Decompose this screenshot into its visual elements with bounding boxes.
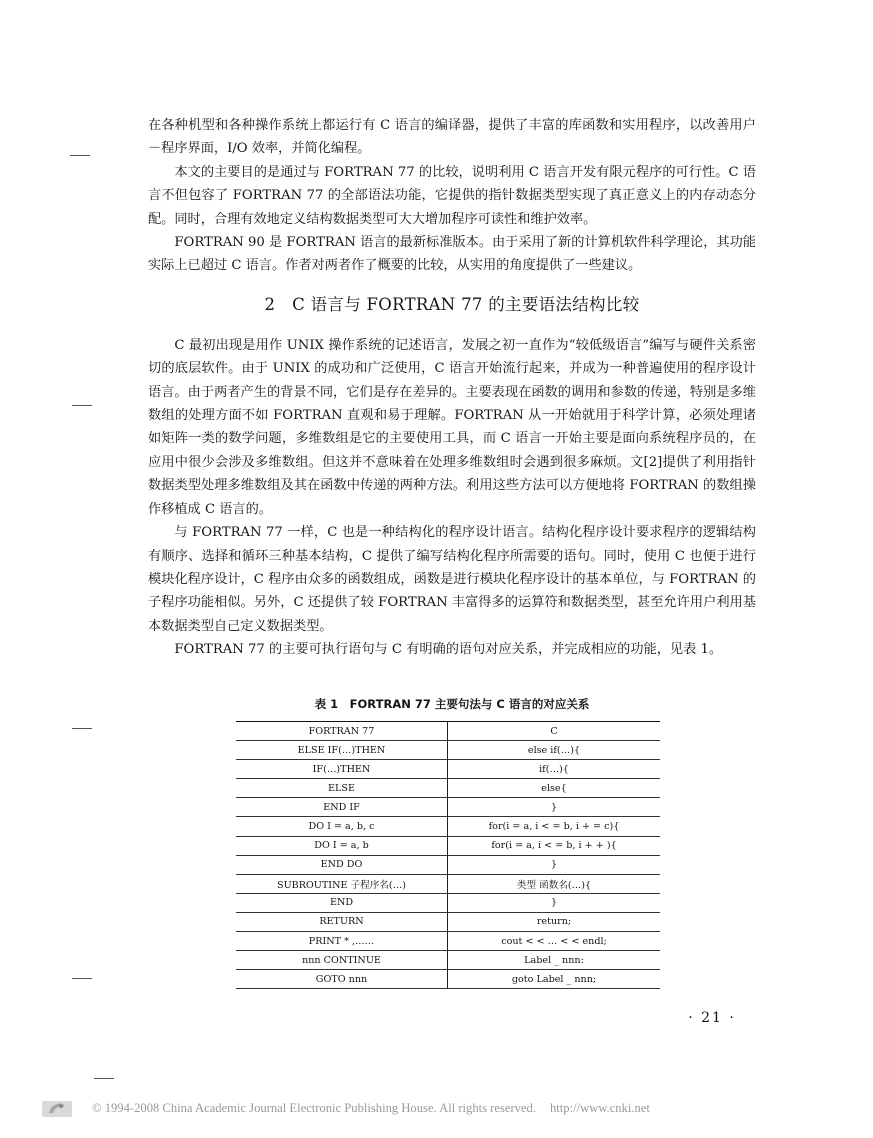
table-row (236, 760, 660, 779)
margin-mark (94, 1078, 114, 1079)
c-cell: } (448, 893, 661, 912)
c-cell: if(…){ (448, 760, 661, 779)
fortran-cell: GOTO nnn (236, 970, 448, 989)
table-row (236, 893, 660, 912)
fortran-cell: END (236, 893, 448, 912)
article-body (148, 114, 756, 662)
table-row (236, 912, 660, 931)
fortran-cell: SUBROUTINE 子程序名(…) (236, 874, 448, 893)
fortran-cell: PRINT * ,…… (236, 932, 448, 951)
table-row (236, 836, 660, 855)
c-cell: goto Label _ nnn; (448, 970, 661, 989)
c-cell: for(i = a, i < = b, i + + ){ (448, 836, 661, 855)
paragraph-fortran90: FORTRAN 90 是 FORTRAN 语言的最新标准版本。由于采用了新的计算机软件科学理论，其功能实际上已超过 C 语言。作者对两者作了概要的比较，从实用的角度提供了一些建议。 (148, 235, 756, 274)
margin-mark (72, 728, 92, 729)
table-row (236, 779, 660, 798)
margin-mark (72, 978, 92, 979)
fortran-cell: DO I = a, b, c (236, 817, 448, 836)
table-row (236, 817, 660, 836)
table-caption: 表 1 FORTRAN 77 主要句法与 C 语言的对应关系 (314, 697, 590, 711)
copyright-footer (40, 1096, 840, 1120)
table-header-row (236, 722, 660, 741)
table-row (236, 855, 660, 874)
c-cell: return; (448, 912, 661, 931)
fortran-cell: DO I = a, b (236, 836, 448, 855)
paragraph-c-origin: C 最初出现是用作 UNIX 操作系统的记述语言，发展之初一直作为“较低级语言”编写与硬件关系密切的底层软件。由于 UNIX 的成功和广泛使用，C 语言开始流行起来，并成为一种普遍使用的程序设计语言。由于两者产生的背景不同，它们是存在差异的。主要表现在函数的调用和参数的传递，特别是多维数组的处理方面不如 FORTRAN 直观和易于理解。FORTRAN 从一开始就用于科学计算，必须处理诸如矩阵一类的数学问题，多维数组是它的主要使用工具，而 C 语言一开始主要是面向系统程序员的，在应用中很少会涉及多维数组。但这并不意味着在处理多维数组时会遇到很多麻烦。文[2]提供了利用指针数据类型处理多维数组及其在函数中传递的两种方法。利用这些方法可以方便地将 FORTRAN 的数组操作移植成 C 语言的。 (148, 337, 756, 517)
c-cell: cout < < … < < endl; (448, 932, 661, 951)
fortran-cell: END IF (236, 798, 448, 817)
fortran-cell: RETURN (236, 912, 448, 931)
fortran-cell: END DO (236, 855, 448, 874)
paragraph-purpose: 本文的主要目的是通过与 FORTRAN 77 的比较，说明利用 C 语言开发有限元程序的可行性。C 语言不但包容了 FORTRAN 77 的全部语法功能，它提供的指针数据类型实现了真正意义上的内存动态分配。同时，合理有效地定义结构数据类型可大大增加程序可读性和维护效率。 (148, 164, 756, 227)
table-row (236, 932, 660, 951)
margin-mark (70, 155, 90, 156)
table-row (236, 970, 660, 989)
section-heading: 2 C 语言与 FORTRAN 77 的主要语法结构比较 (264, 294, 640, 314)
cnki-url-link[interactable]: http://www.cnki.net (549, 1100, 650, 1115)
c-cell: } (448, 855, 661, 874)
fortran-cell: IF(…)THEN (236, 760, 448, 779)
c-cell: Label _ nnn: (448, 951, 661, 970)
cnki-logo-icon (40, 1097, 74, 1119)
fortran-cell: ELSE IF(…)THEN (236, 741, 448, 760)
c-cell: 类型 函数名(…){ (448, 874, 661, 893)
syntax-comparison-table (236, 721, 660, 989)
header-fortran: FORTRAN 77 (236, 722, 448, 741)
paragraph-continuation: 在各种机型和各种操作系统上都运行有 C 语言的编译器，提供了丰富的库函数和实用程序，以改善用户－程序界面，I/O 效率，并简化编程。 (148, 118, 756, 157)
table-row (236, 798, 660, 817)
header-c: C (448, 722, 661, 741)
table-row (236, 951, 660, 970)
table-row (236, 741, 660, 760)
table-row (236, 874, 660, 893)
c-cell: for(i = a, i < = b, i + = c){ (448, 817, 661, 836)
paragraph-structured: 与 FORTRAN 77 一样，C 也是一种结构化的程序设计语言。结构化程序设计要求程序的逻辑结构有顺序、选择和循环三种基本结构，C 提供了编写结构化程序所需要的语句。同时，使用 C 也便于进行模块化程序设计，C 程序由众多的函数组成，函数是进行模块化程序设计的基本单位，与 FORTRAN 的子程序功能相似。另外，C 还提供了较 FORTRAN 丰富得多的运算符和数据类型，甚至允许用户利用基本数据类型自己定义数据类型。 (148, 525, 756, 634)
paragraph-table-intro: FORTRAN 77 的主要可执行语句与 C 有明确的语句对应关系，并完成相应的功能，见表 1。 (174, 642, 723, 658)
fortran-cell: ELSE (236, 779, 448, 798)
fortran-cell: nnn CONTINUE (236, 951, 448, 970)
margin-mark (72, 405, 92, 406)
c-cell: else{ (448, 779, 661, 798)
copyright-text: © 1994-2008 China Academic Journal Electronic Publishing House. All rights reserved. (92, 1100, 536, 1115)
c-cell: else if(…){ (448, 741, 661, 760)
c-cell: } (448, 798, 661, 817)
page-number: · 21 · (688, 1010, 736, 1026)
